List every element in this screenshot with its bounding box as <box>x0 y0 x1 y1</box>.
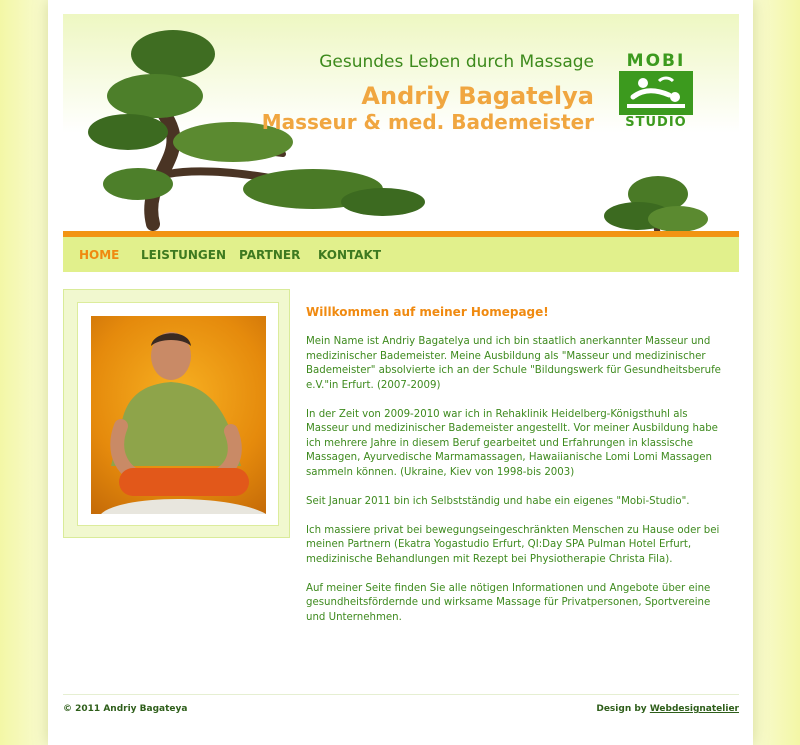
small-bonsai-illustration <box>598 164 708 231</box>
nav-item-kontakt[interactable]: KONTAKT <box>318 248 382 262</box>
design-link[interactable]: Webdesignatelier <box>649 704 739 714</box>
nav-item-leistungen[interactable]: LEISTUNGEN <box>141 248 227 262</box>
logo-text-top: MOBI <box>626 51 686 71</box>
footer-copyright: © 2011 Andriy Bagateya <box>63 704 188 714</box>
nav-item-home[interactable]: HOME <box>79 248 120 262</box>
nav-item-partner[interactable]: PARTNER <box>239 248 301 262</box>
photo-border <box>77 302 279 526</box>
header-profession: Masseur & med. Bademeister <box>261 110 594 134</box>
main-content <box>306 305 726 640</box>
main-navigation <box>63 237 739 272</box>
studio-paragraph: Seit Januar 2011 bin ich Selbstständig und habe ein eigenes "Mobi-Studio". <box>306 495 690 507</box>
portrait-photo <box>91 316 266 514</box>
footer-divider <box>63 694 739 695</box>
header-tagline: Gesundes Leben durch Massage <box>319 52 594 72</box>
logo-text-bottom: STUDIO <box>625 115 687 130</box>
photo-frame <box>63 289 290 538</box>
header-banner <box>63 14 739 231</box>
offer-paragraph: Auf meiner Seite finden Sie alle nötigen Informationen und Angebote über eine gesundheitsfördernde und wirksame Massage für Privatpersonen, Sportvereine und Unternehmen. <box>306 582 711 623</box>
footer-design-credit <box>596 704 739 714</box>
welcome-heading: Willkommen auf meiner Homepage! <box>306 305 549 319</box>
experience-paragraph: In der Zeit von 2009-2010 war ich in Rehaklinik Heidelberg-Königsthuhl als Masseur und medizinischer Bademeister angestellt. Vor meiner Ausbildung habe ich mehrere Jahre in diesem Beruf gearbeitet und Erfahrungen in klassische Massagen, Ayurvedische Marmamassagen, Hawaiianische Lomi Lomi Massagen sammeln können. (Ukraine, Kiev von 1998-bis 2003) <box>306 408 718 478</box>
partners-paragraph: Ich massiere privat bei bewegungseingeschränkten Menschen zu Hause oder bei meinen Partnern (Ekatra Yogastudio Erfurt, QI:Day SPA Pulman Hotel Erfurt, medizinische Behandlungen mit Rezept bei Physiotherapie Christa Fila). <box>306 524 720 565</box>
design-prefix: Design by <box>596 704 650 714</box>
intro-paragraph: Mein Name ist Andriy Bagatelya und ich bin staatlich anerkannter Masseur und medizinischer Bademeister. Meine Ausbildung als "Masseur und medizinischer Bademeister" absolvierte ich an der Schule "Bildungswerk für Gesundheitsberufe e.V."in Erfurt. (2007-2009) <box>306 336 721 391</box>
massage-logo-icon <box>619 71 693 115</box>
mobi-studio-logo[interactable] <box>617 52 695 132</box>
header-name: Andriy Bagatelya <box>361 82 594 110</box>
page-container <box>48 0 753 745</box>
